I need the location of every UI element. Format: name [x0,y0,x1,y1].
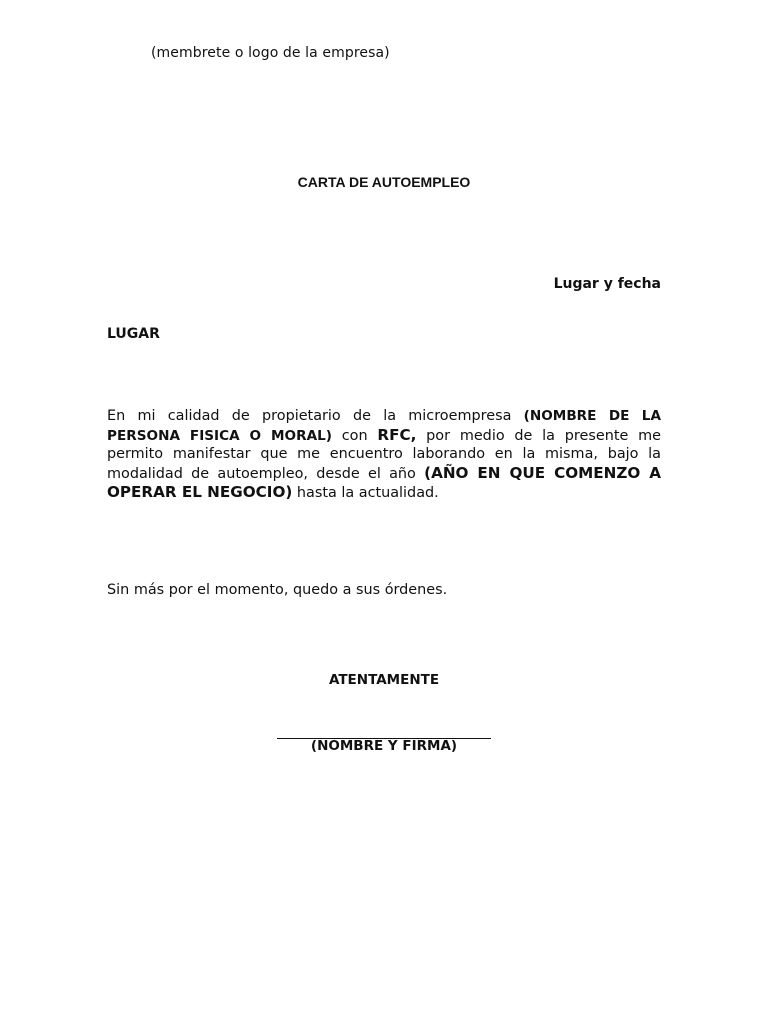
body-paragraph [107,407,661,503]
letter-title: CARTA DE AUTOEMPLEO [297,174,471,190]
rfc-placeholder: RFC, [377,425,417,444]
body-text-4: hasta la actualidad. [292,485,439,501]
closing-line: Sin más por el momento, quedo a sus órdenes. [107,582,448,598]
letterhead-placeholder: (membrete o logo de la empresa) [151,45,390,61]
regards: ATENTAMENTE [328,672,440,688]
body-text-2: con [331,427,378,444]
place-date: Lugar y fecha [553,276,661,292]
body-text-3: por medio de la presente me permito manifestar que me encuentro laborando en la misma, bajo la modalidad de autoempleo, desde el año [107,427,661,482]
start-year-placeholder: (AÑO EN QUE COMENZO A OPERAR EL NEGOCIO) [107,463,661,501]
signature-label: (NOMBRE Y FIRMA) [310,738,458,754]
addressee: LUGAR [107,326,160,342]
company-name-placeholder: (NOMBRE DE LA PERSONA FISICA O MORAL) [107,408,661,444]
body-text-1: En mi calidad de propietario de la microempresa [107,408,524,424]
